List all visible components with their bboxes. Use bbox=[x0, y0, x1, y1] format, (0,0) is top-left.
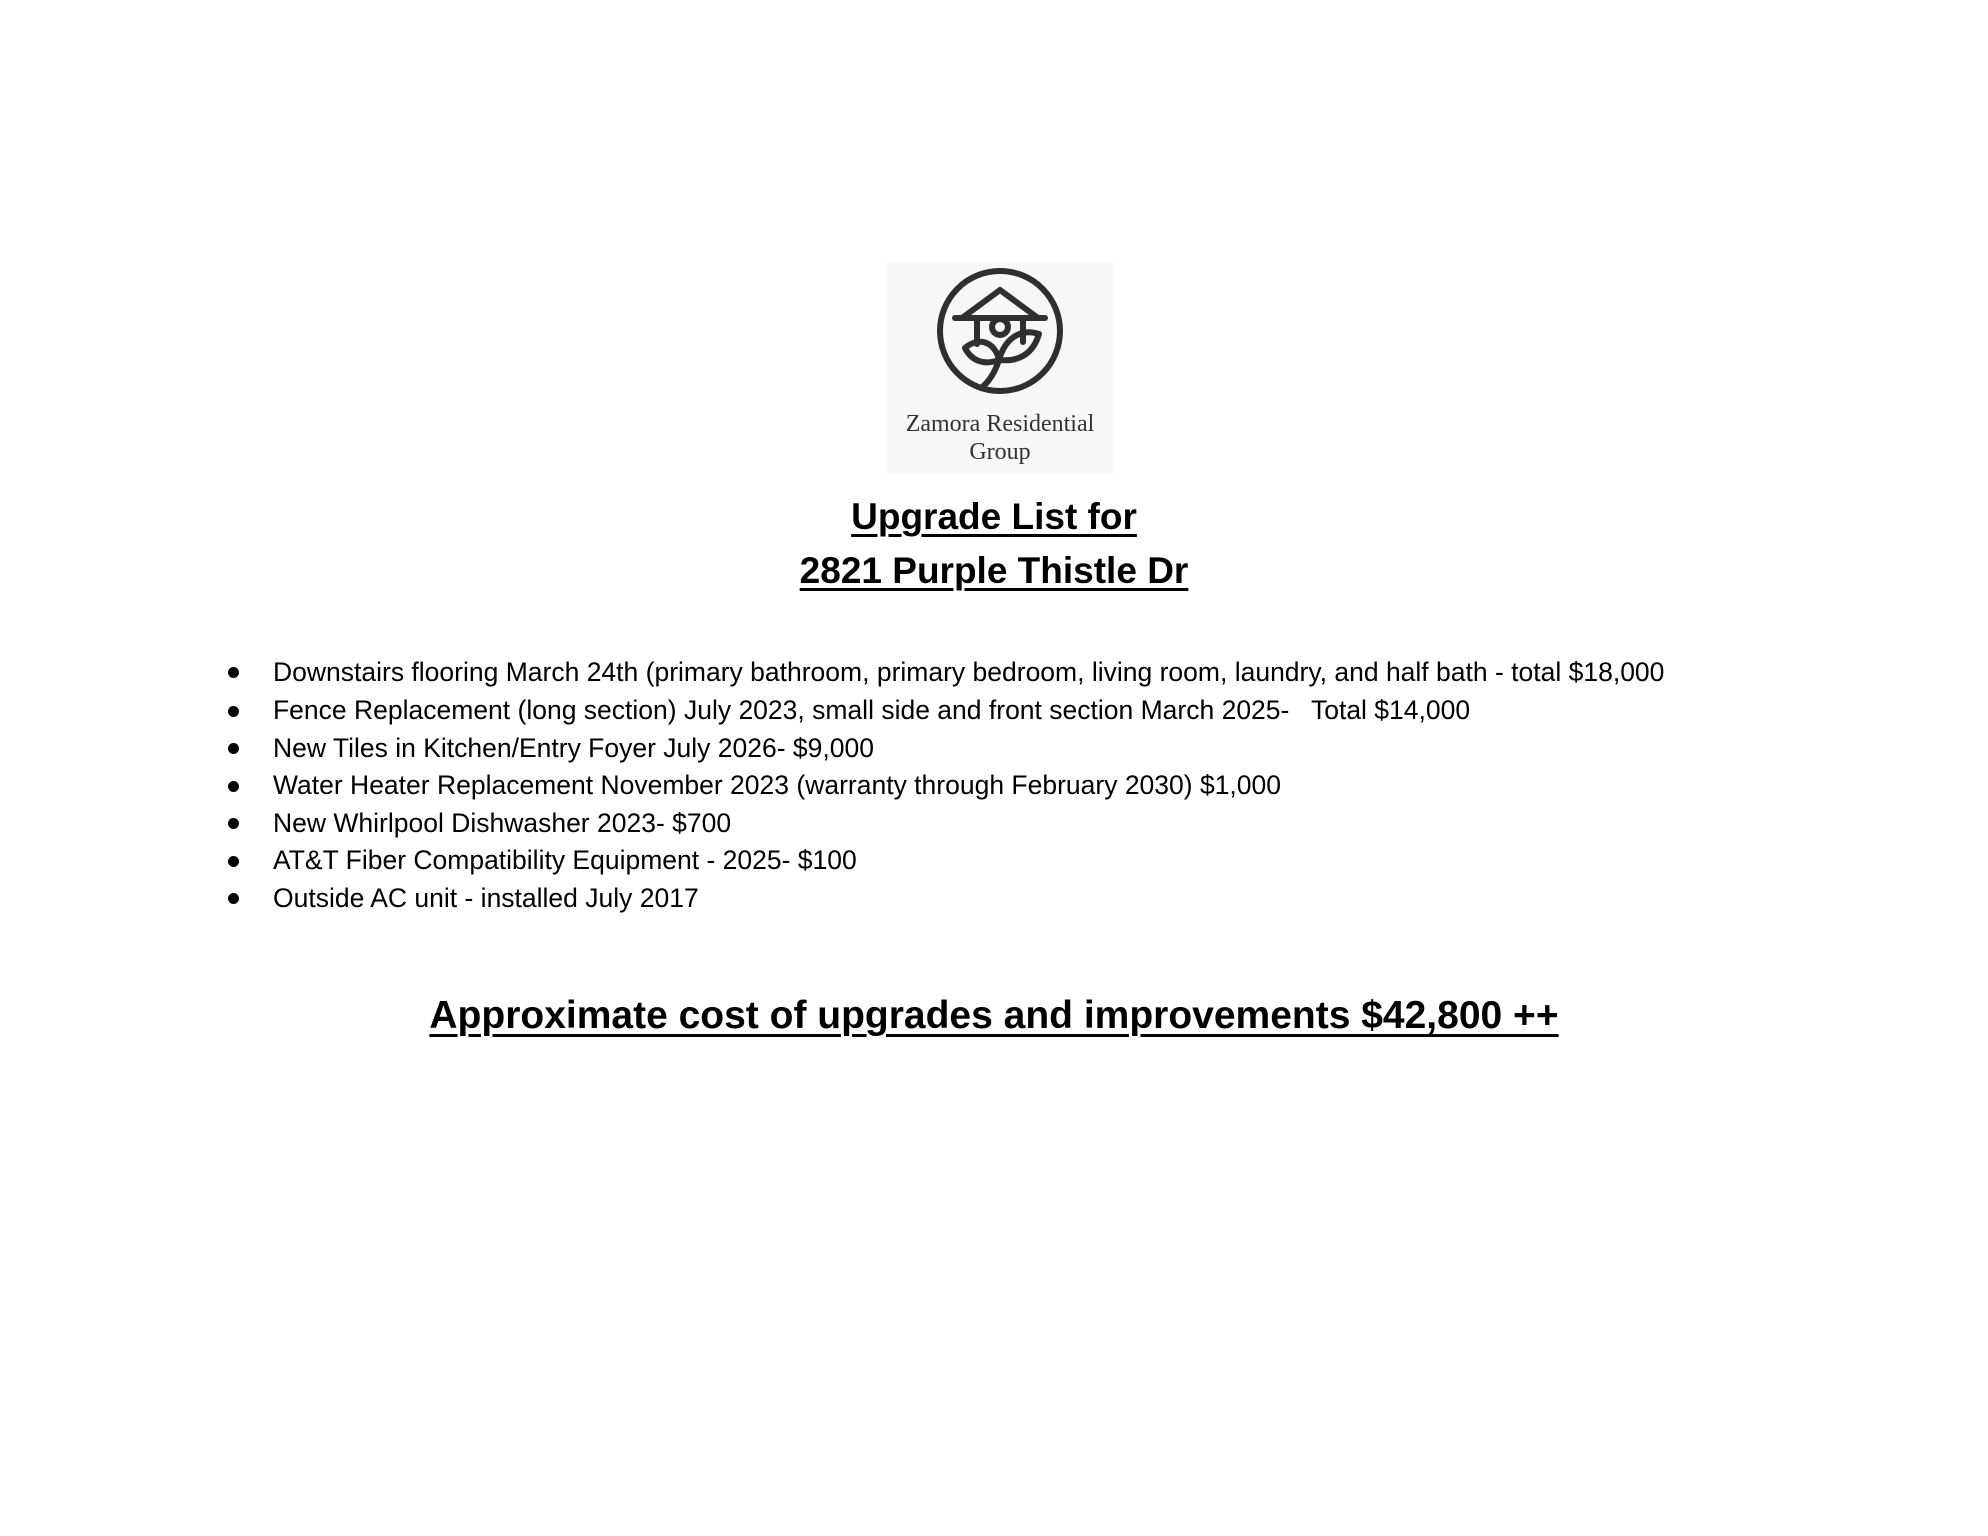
list-item bbox=[228, 652, 1928, 692]
title-line1: Upgrade List for bbox=[851, 496, 1137, 537]
bullet-icon bbox=[228, 743, 239, 754]
list-item bbox=[228, 842, 1928, 880]
company-logo bbox=[887, 262, 1113, 474]
upgrade-item-text: AT&T Fiber Compatibility Equipment - 2025- $100 bbox=[273, 845, 857, 875]
bullet-icon bbox=[228, 706, 239, 717]
list-item bbox=[228, 730, 1928, 768]
list-item bbox=[228, 805, 1928, 843]
total-cost-summary: Approximate cost of upgrades and improvements $42,800 ++ bbox=[429, 994, 1559, 1037]
upgrade-item-text: Fence Replacement (long section) July 2023, small side and front section March 2025- Total $14,000 bbox=[273, 695, 1471, 725]
bullet-icon bbox=[228, 781, 239, 792]
logo-text-line2: Group bbox=[969, 439, 1031, 465]
bullet-icon bbox=[228, 818, 239, 829]
list-item bbox=[228, 692, 1928, 730]
page-title bbox=[0, 490, 1988, 598]
upgrade-item-text: New Tiles in Kitchen/Entry Foyer July 2026- $9,000 bbox=[273, 732, 874, 763]
list-item bbox=[228, 767, 1928, 805]
bullet-icon bbox=[228, 893, 239, 904]
bullet-icon bbox=[228, 667, 239, 678]
house-leaf-logo-icon bbox=[933, 264, 1067, 398]
title-line2: 2821 Purple Thistle Dr bbox=[799, 550, 1189, 591]
list-item bbox=[228, 880, 1928, 918]
upgrade-list bbox=[228, 652, 1928, 917]
logo-wordmark bbox=[887, 410, 1113, 466]
upgrade-item-text: Water Heater Replacement November 2023 (warranty through February 2030) $1,000 bbox=[273, 770, 1282, 800]
upgrade-item-text: Downstairs flooring March 24th (primary bathroom, primary bedroom, living room, laundry, and half bath - total $18,000 bbox=[273, 657, 1665, 687]
upgrade-item-text: Outside AC unit - installed July 2017 bbox=[273, 882, 699, 913]
logo-text-line1: Zamora Residential bbox=[905, 411, 1095, 437]
upgrade-item-text: New Whirlpool Dishwasher 2023- $700 bbox=[273, 807, 732, 838]
bullet-icon bbox=[228, 856, 239, 867]
